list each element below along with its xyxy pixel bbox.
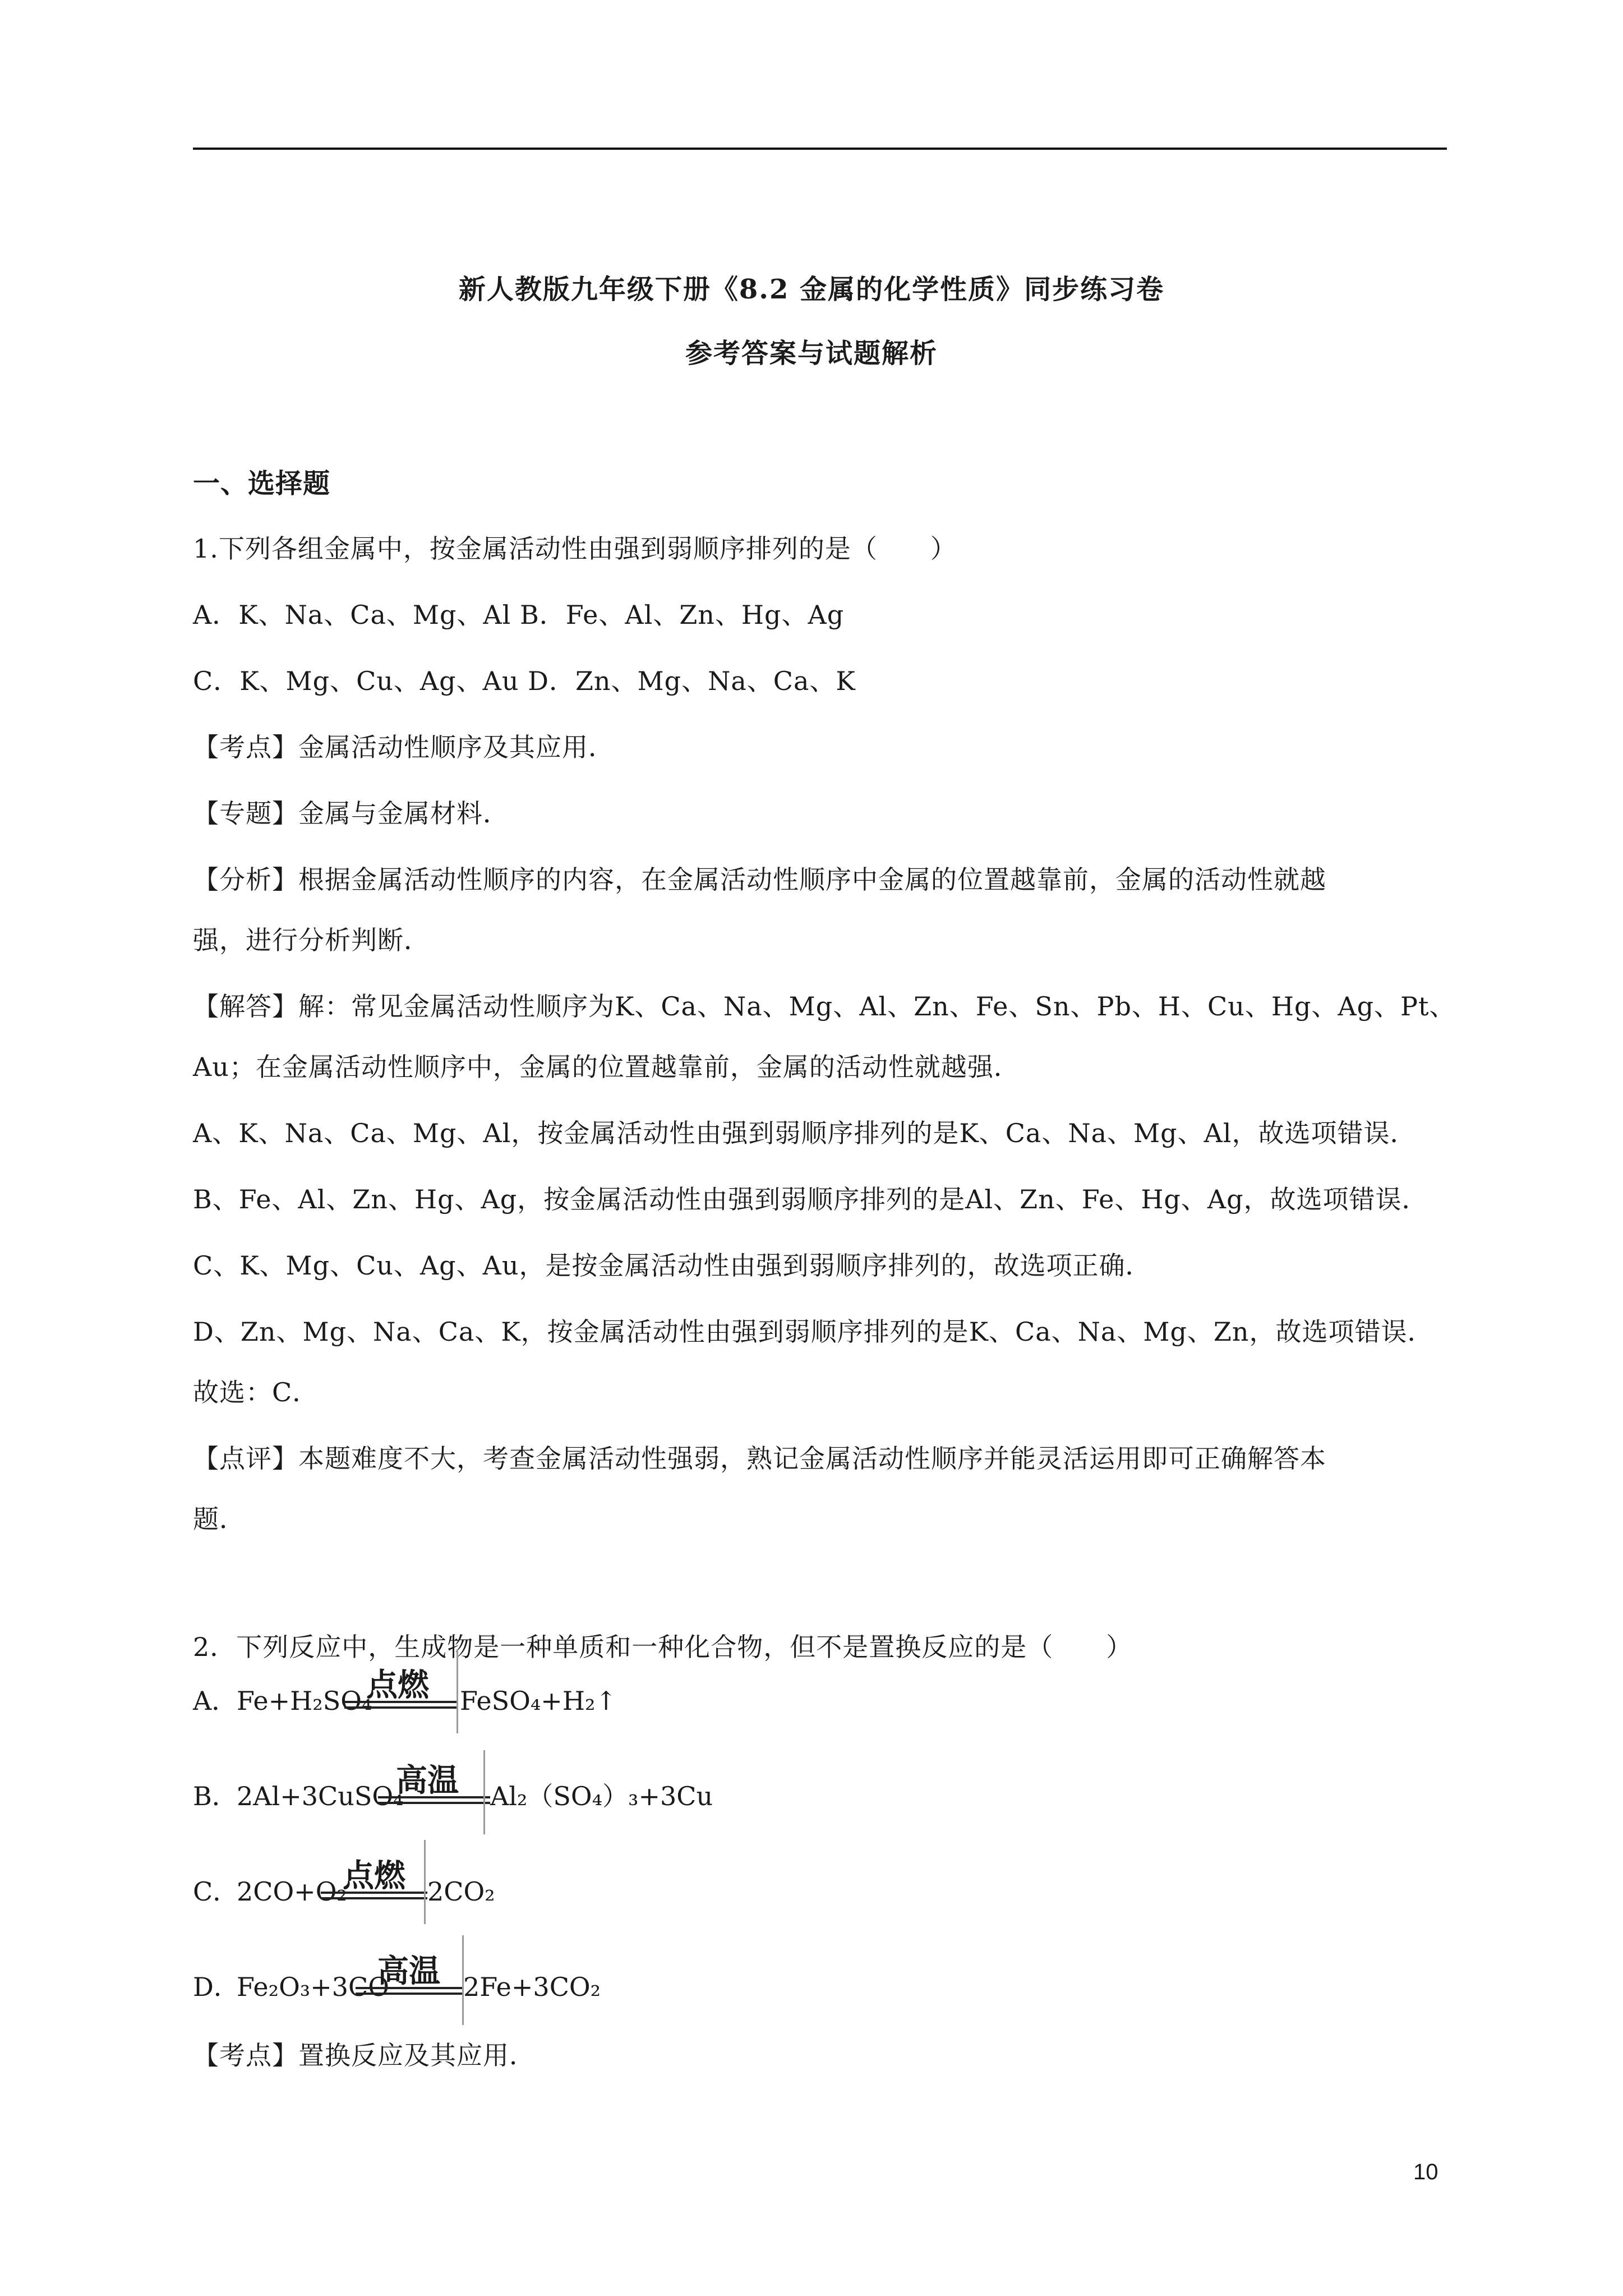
equals-line-bottom [356, 1993, 462, 1995]
header-rule [193, 148, 1447, 150]
divider-bar [483, 1750, 485, 1834]
option-label: C． [193, 1876, 239, 1907]
q2-option-d [193, 1930, 698, 2019]
q1-analysis-c: C、K、Mg、Cu、Ag、Au，是按金属活动性由强到弱顺序排列的，故选项正确． [193, 1250, 1152, 1281]
q1-jieda-1: 【解答】解：常见金属活动性顺序为K、Ca、Na、Mg、Al、Zn、Fe、Sn、Pb、H、Cu、Hg、Ag、Pt、 [193, 991, 1456, 1022]
products: Al₂（SO₄）₃+3Cu [490, 1781, 713, 1811]
reaction-condition: 高温 [377, 1953, 440, 1990]
q1-analysis-a: A、K、Na、Ca、Mg、Al，按金属活动性由强到弱顺序排列的是K、Ca、Na、Mg、Al，故选项错误． [193, 1118, 1417, 1148]
divider-bar [457, 1649, 458, 1733]
doc-subtitle: 参考答案与试题解析 [685, 338, 938, 369]
q1-dianping-2: 题． [193, 1504, 246, 1534]
q1-options-cd: C．K、Mg、Cu、Ag、Au D．Zn、Mg、Na、Ca、K [193, 666, 856, 696]
q1-jieda-2: Au；在金属活动性顺序中，金属的位置越靠前，金属的活动性就越强． [193, 1052, 1020, 1082]
q1-dianping-1: 【点评】本题难度不大，考查金属活动性强弱，熟记金属活动性顺序并能灵活运用即可正确解答本 [193, 1443, 1326, 1474]
doc-title: 新人教版九年级下册《8.2 金属的化学性质》同步练习卷 [458, 274, 1165, 305]
q1-options-ab: A．K、Na、Ca、Mg、Al B．Fe、Al、Zn、Hg、Ag [193, 600, 845, 630]
reaction-condition: 高温 [396, 1763, 459, 1799]
products: 2Fe+3CO₂ [463, 1972, 601, 2002]
q1-analysis-b: B、Fe、Al、Zn、Hg、Ag，按金属活动性由强到弱顺序排列的是Al、Zn、Fe、Hg、Ag，故选项错误． [193, 1184, 1428, 1214]
q1-fenxi-1: 【分析】根据金属活动性顺序的内容，在金属活动性顺序中金属的位置越靠前，金属的活动性就越 [193, 864, 1326, 895]
equals-line-top [321, 1892, 427, 1894]
reactants: Fe+H₂SO₄ [237, 1686, 372, 1716]
equals-line-bottom [378, 1802, 490, 1804]
q1-stem: 1.下列各组金属中，按金属活动性由强到弱顺序排列的是（ ） [193, 533, 957, 564]
divider-bar [424, 1840, 426, 1924]
q2-option-a [193, 1644, 698, 1733]
q2-kaodian: 【考点】置换反应及其应用． [193, 2040, 536, 2070]
q2-option-c [193, 1834, 642, 1924]
equals-line-bottom [321, 1897, 427, 1899]
option-label: D． [193, 1972, 239, 2002]
q1-zhuanti: 【专题】金属与金属材料． [193, 798, 509, 829]
option-label: A． [193, 1686, 238, 1716]
q1-fenxi-2: 强，进行分析判断． [193, 925, 430, 955]
reactants: Fe₂O₃+3CO [237, 1972, 389, 2002]
equals-line-bottom [344, 1706, 457, 1709]
section-heading: 一、选择题 [193, 468, 331, 499]
page-number: 10 [1413, 2160, 1438, 2184]
q1-analysis-d: D、Zn、Mg、Na、Ca、K，按金属活动性由强到弱顺序排列的是K、Ca、Na、Mg、Zn，故选项错误． [193, 1317, 1434, 1347]
reactants: 2CO+O₂ [237, 1876, 347, 1907]
reactants: 2Al+3CuSO₄ [237, 1781, 404, 1811]
q2-option-b [193, 1739, 754, 1829]
equals-line-top [378, 1796, 490, 1798]
reaction-condition: 点燃 [366, 1667, 429, 1704]
equals-line-top [356, 1987, 462, 1989]
q1-answer: 故选：C． [193, 1377, 319, 1407]
option-label: B． [193, 1781, 238, 1811]
q1-kaodian: 【考点】金属活动性顺序及其应用． [193, 732, 615, 762]
reaction-condition: 点燃 [343, 1858, 405, 1894]
products: FeSO₄+H₂↑ [460, 1686, 617, 1716]
equals-line-top [344, 1701, 457, 1703]
q2-stem: 2．下列反应中，生成物是一种单质和一种化合物，但不是置换反应的是（ ） [193, 1632, 1133, 1662]
products: 2CO₂ [427, 1876, 495, 1907]
